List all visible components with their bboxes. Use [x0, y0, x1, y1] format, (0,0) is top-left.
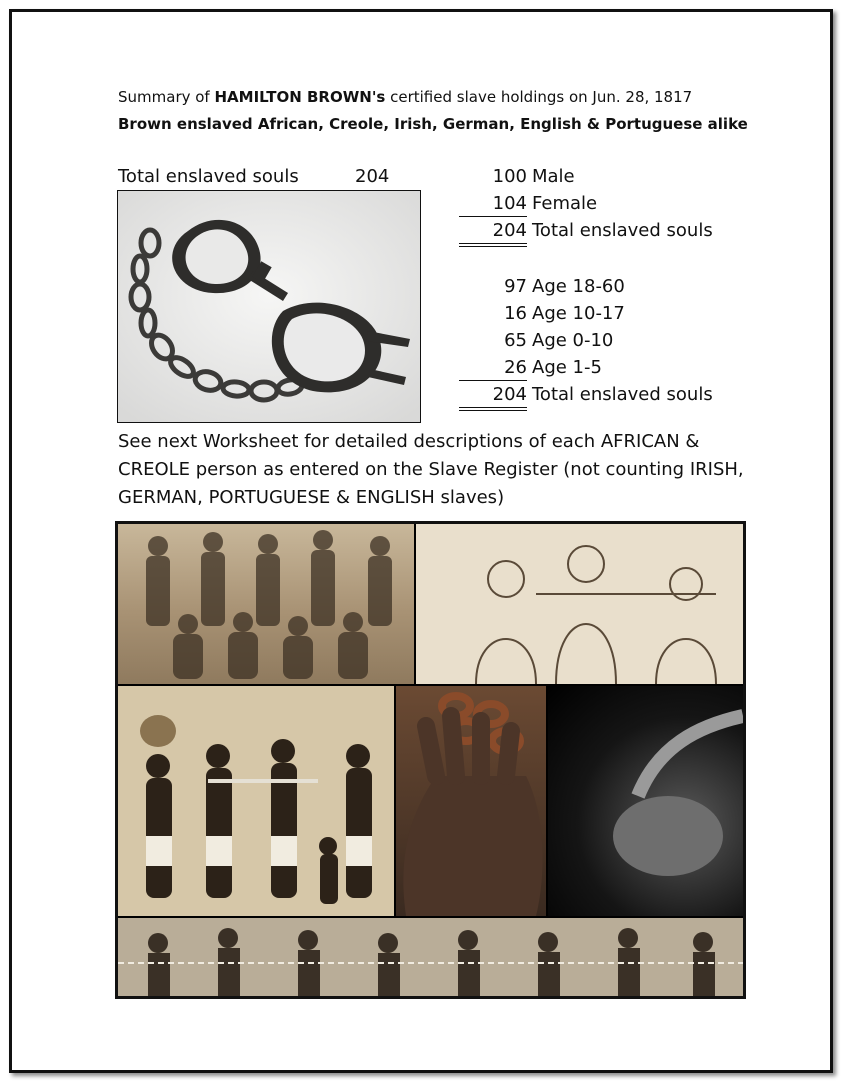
chain-gang-figures: [118, 918, 743, 996]
gender-row-female: 104 Female: [492, 193, 598, 214]
image-collage: [115, 521, 746, 999]
group-photo: [118, 524, 414, 684]
caravan-engraving: [118, 686, 394, 916]
summary-title: Summary of HAMILTON BROWN's certified slave holdings on Jun. 28, 1817: [118, 88, 693, 106]
engraving-figures: [416, 524, 743, 684]
age-row-18-60: 97 Age 18-60: [504, 276, 625, 297]
total-double-line: [459, 407, 527, 411]
chain-gang-engraving: [118, 918, 743, 996]
total-label: Total enslaved souls: [118, 166, 299, 187]
chained-hand-photo: [396, 686, 546, 916]
subtotal-line: [459, 380, 527, 381]
hand-chain: [396, 686, 546, 916]
gender-row-male: 100 Male: [492, 166, 575, 187]
age-row-total: 204 Total enslaved souls: [492, 384, 713, 405]
total-double-line: [459, 243, 527, 247]
shackles-photo: [117, 190, 421, 423]
rope-hand: [548, 686, 743, 916]
age-row-10-17: 16 Age 10-17: [504, 303, 625, 324]
bound-hand-photo: [548, 686, 743, 916]
gender-row-total: 204 Total enslaved souls: [492, 220, 713, 241]
caravan-figures: [118, 686, 394, 916]
shackles-illustration: [118, 191, 420, 422]
summary-subtitle: Brown enslaved African, Creole, Irish, German, English & Portuguese alike: [118, 115, 748, 133]
worksheet-note: See next Worksheet for detailed descriptions of each AFRICAN & CREOLE person as entered on the Slave Register (not counting IRISH, GERMAN, PORTUGUESE & ENGLISH slaves): [118, 431, 744, 508]
engraving-captives: [416, 524, 743, 684]
owner-name: HAMILTON BROWN's: [214, 88, 386, 106]
total-value: 204: [355, 166, 390, 187]
age-row-0-10: 65 Age 0-10: [504, 330, 614, 351]
people-silhouettes: [118, 524, 414, 684]
age-row-1-5: 26 Age 1-5: [504, 357, 602, 378]
subtotal-line: [459, 216, 527, 217]
